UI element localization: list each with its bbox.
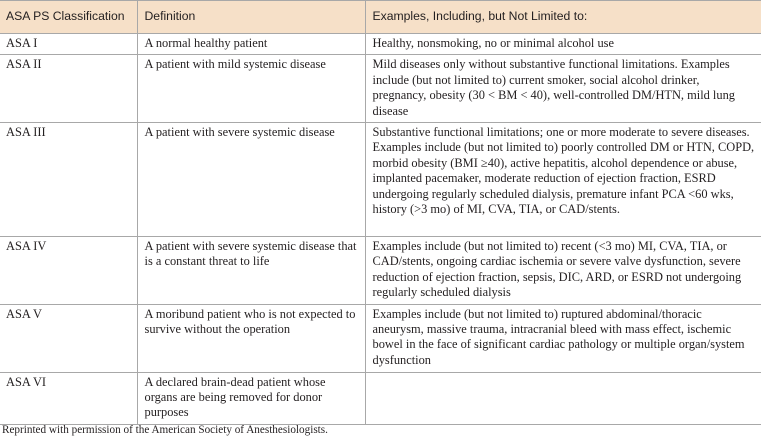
source-footnote: Reprinted with permission of the American Society of Anesthesiologists. <box>2 424 328 436</box>
examples-cell: Mild diseases only without substantive functional limitations. Examples include (but not limited to) current smoker, social alcohol drinker, pregnancy, obesity (30 < BM < 40), well-controlled DM/HTN, mild lung disease <box>365 55 761 123</box>
table-row <box>0 304 761 372</box>
examples-cell: Examples include (but not limited to) recent (<3 mo) MI, CVA, TIA, or CAD/stents, ongoing cardiac ischemia or severe valve dysfunction, severe reduction of ejection fraction, sepsis, DIC, ARD, or ESRD not undergoing regularly scheduled dialysis <box>365 237 761 305</box>
definition-cell: A declared brain-dead patient whose organs are being removed for donor purposes <box>137 372 365 424</box>
classification-cell: ASA VI <box>0 372 137 424</box>
table-row <box>0 372 761 424</box>
definition-cell: A patient with severe systemic disease <box>137 123 365 237</box>
classification-cell: ASA IV <box>0 237 137 305</box>
header-classification: ASA PS Classification <box>0 1 137 34</box>
classification-cell: ASA III <box>0 123 137 237</box>
examples-cell <box>365 372 761 424</box>
table-row <box>0 34 761 55</box>
table-body <box>0 34 761 425</box>
classification-cell: ASA V <box>0 304 137 372</box>
table-row <box>0 123 761 237</box>
table-header <box>0 1 761 34</box>
table-row <box>0 55 761 123</box>
definition-cell: A normal healthy patient <box>137 34 365 55</box>
header-definition: Definition <box>137 1 365 34</box>
header-row <box>0 1 761 34</box>
table-row <box>0 237 761 305</box>
definition-cell: A moribund patient who is not expected to survive without the operation <box>137 304 365 372</box>
definition-cell: A patient with mild systemic disease <box>137 55 365 123</box>
classification-cell: ASA II <box>0 55 137 123</box>
examples-cell: Substantive functional limitations; one or more moderate to severe diseases. Examples include (but not limited to) poorly controlled DM or HTN, COPD, morbid obesity (BMI ≥40), active hepatitis, alcohol dependence or abuse, implanted pacemaker, moderate reduction of ejection fraction, ESRD undergoing regularly scheduled dialysis, premature infant PCA <60 wks, history (>3 mo) of MI, CVA, TIA, or CAD/stents. <box>365 123 761 237</box>
examples-cell: Examples include (but not limited to) ruptured abdominal/thoracic aneurysm, massive trauma, intracranial bleed with mass effect, ischemic bowel in the face of significant cardiac pathology or multiple organ/system dysfunction <box>365 304 761 372</box>
examples-cell: Healthy, nonsmoking, no or minimal alcohol use <box>365 34 761 55</box>
classification-cell: ASA I <box>0 34 137 55</box>
definition-cell: A patient with severe systemic disease that is a constant threat to life <box>137 237 365 305</box>
header-examples: Examples, Including, but Not Limited to: <box>365 1 761 34</box>
